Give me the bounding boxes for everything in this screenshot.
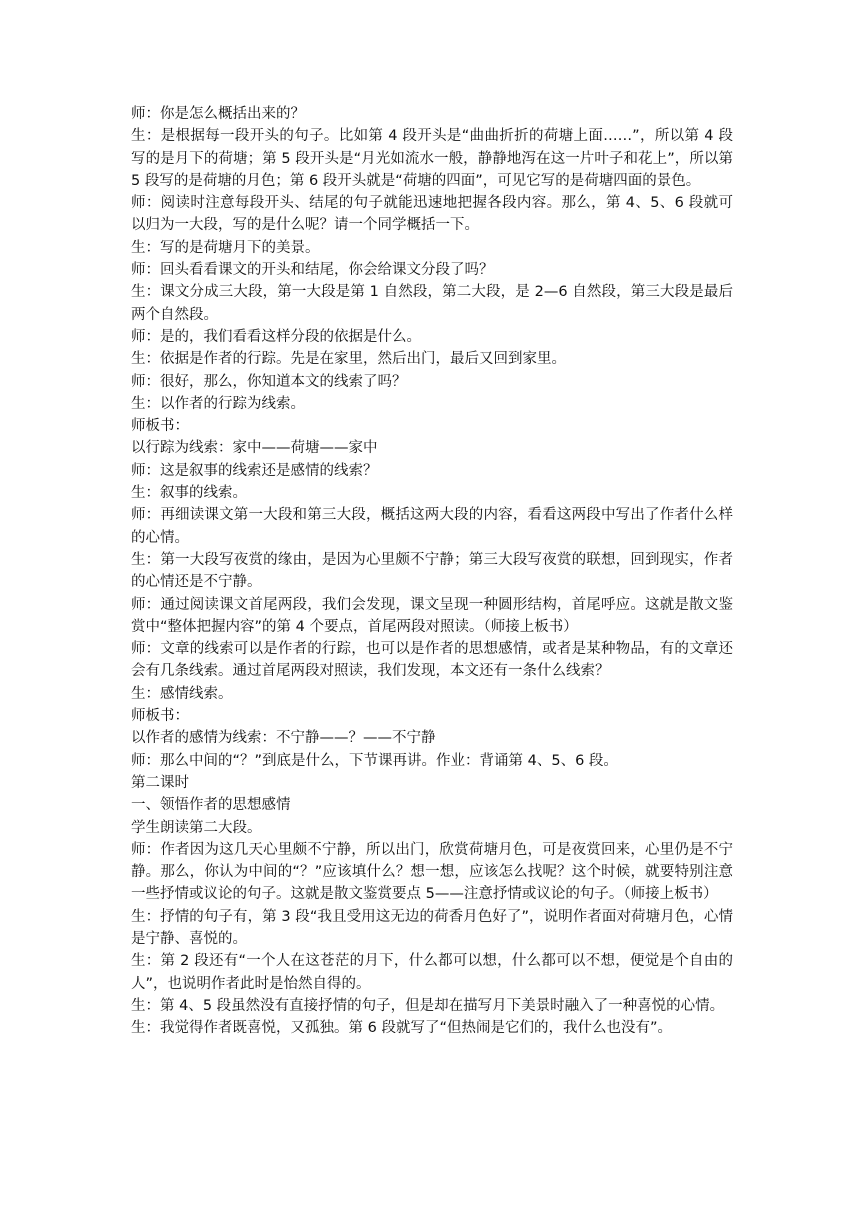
board-heading: 师板书： [131,708,189,725]
paragraph: 师：作者因为这几天心里颇不宁静，所以出门，欣赏荷塘月色，可是夜赏回来，心里仍是不宁静。那么，你认为中间的“？”应该填什么？想一想，应该怎么找呢？这个时候，就要特别注意一些抒情或议论的句子。这就是散文鉴赏要点 5——注意抒情或议论的句子。（师接上板书） [131,841,733,903]
paragraph: 师：这是叙事的线索还是感情的线索？ [131,462,378,479]
paragraph: 生：写的是荷塘月下的美景。 [131,239,320,256]
paragraph: 生：第 2 段还有“一个人在这苍茫的月下，什么都可以想，什么都可以不想，便觉是个自由的人”，也说明作者此时是怡然自得的。 [131,953,733,992]
paragraph: 生：是根据每一段开头的句子。比如第 4 段开头是“曲曲折折的荷塘上面……”，所以第 4 段写的是月下的荷塘；第 5 段开头是“月光如流水一般，静静地泻在这一片叶子和花上”，所以第 5 段写的是荷塘的月色；第 6 段开头就是“荷塘的四面”，可见它写的是荷塘四面的景色。 [131,128,733,189]
paragraph: 师：文章的线索可以是作者的行踪，也可以是作者的思想感情，或者是某种物品，有的文章还会有几条线索。通过首尾两段对照读，我们发现，本文还有一条什么线索？ [131,641,733,680]
paragraph: 生：第一大段写夜赏的缘由，是因为心里颇不宁静；第三大段写夜赏的联想，回到现实，作者的心情还是不宁静。 [131,551,733,591]
paragraph: 师：很好，那么，你知道本文的线索了吗？ [131,373,407,390]
paragraph: 生：依据是作者的行踪。先是在家里，然后出门，最后又回到家里。 [131,351,566,368]
board-content: 以行踪为线索：家中——荷塘——家中 [131,440,378,457]
document-body [131,103,733,1039]
paragraph: 生：叙事的线索。 [131,485,247,502]
section-heading: 第二课时 [131,774,189,791]
paragraph: 师：通过阅读课文首尾两段，我们会发现，课文呈现一种圆形结构，首尾呼应。这就是散文鉴赏中“整体把握内容”的第 4 个要点，首尾两段对照读。（师接上板书） [131,596,733,635]
paragraph: 学生朗读第二大段。 [131,819,262,836]
paragraph: 生：以作者的行踪为线索。 [131,395,305,412]
paragraph: 生：我觉得作者既喜悦，又孤独。第 6 段就写了“但热闹是它们的，我什么也没有”。 [131,1020,672,1037]
board-heading: 师板书： [131,418,189,435]
paragraph: 师：那么中间的“？”到底是什么，下节课再讲。作业：背诵第 4、5、6 段。 [131,752,618,769]
paragraph: 师：再细读课文第一大段和第三大段，概括这两大段的内容，看看这两段中写出了作者什么样的心情。 [131,507,733,546]
board-content: 以作者的感情为线索：不宁静——？——不宁静 [131,730,436,747]
paragraph: 生：感情线索。 [131,685,233,702]
paragraph: 师：是的，我们看看这样分段的依据是什么。 [131,328,421,345]
subsection-heading: 一、领悟作者的思想感情 [131,797,291,814]
paragraph: 生：课文分成三大段，第一大段是第 1 自然段，第二大段，是 2—6 自然段，第三大段是最后两个自然段。 [131,284,733,323]
paragraph: 生：第 4、5 段虽然没有直接抒情的句子，但是却在描写月下美景时融入了一种喜悦的心情。 [131,997,725,1014]
paragraph: 师：回头看看课文的开头和结尾，你会给课文分段了吗？ [131,262,494,279]
paragraph: 生：抒情的句子有，第 3 段“我且受用这无边的荷香月色好了”，说明作者面对荷塘月色，心情是宁静、喜悦的。 [131,908,733,947]
paragraph: 师：阅读时注意每段开头、结尾的句子就能迅速地把握各段内容。那么，第 4、5、6 段就可以归为一大段，写的是什么呢？请一个同学概括一下。 [131,195,733,234]
paragraph: 师：你是怎么概括出来的？ [131,106,305,122]
